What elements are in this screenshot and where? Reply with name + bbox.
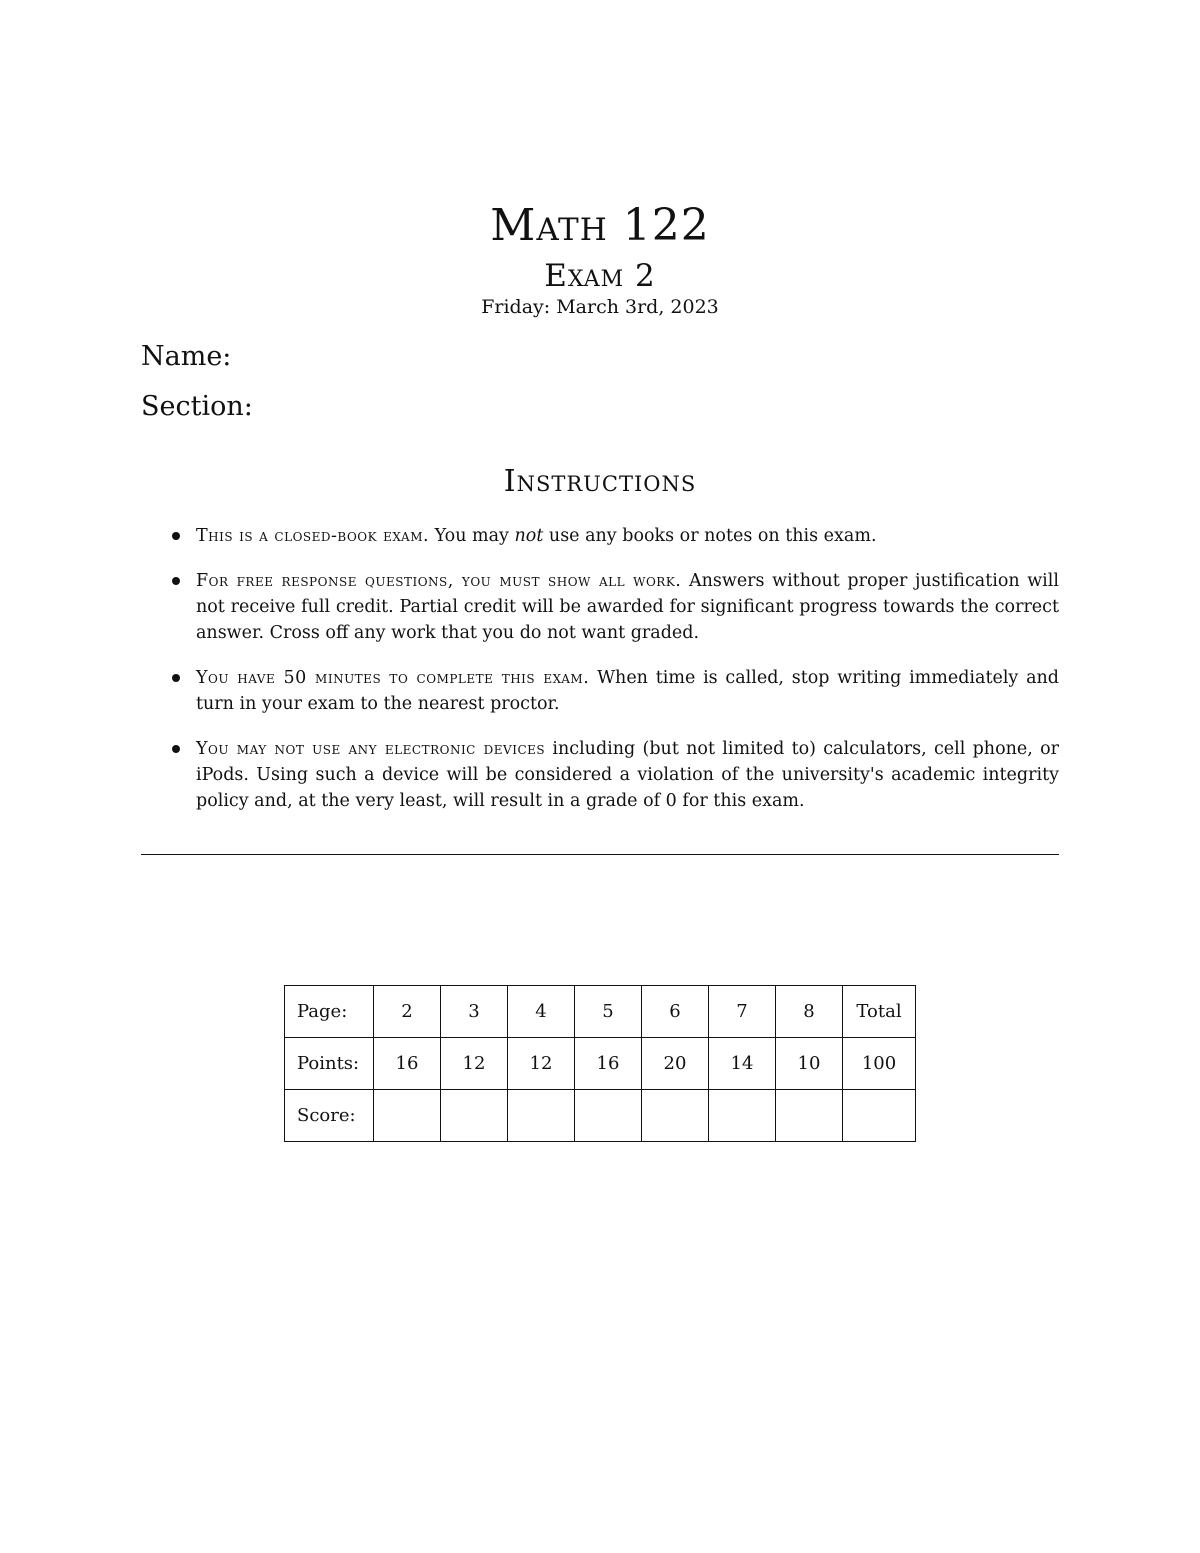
points-total-cell: 100 xyxy=(843,1038,916,1090)
instruction-lead: You have 50 minutes to complete this exam. xyxy=(196,668,590,688)
score-cell xyxy=(441,1090,508,1142)
score-cell xyxy=(709,1090,776,1142)
score-table xyxy=(284,985,916,1142)
score-cell xyxy=(508,1090,575,1142)
bullet-icon xyxy=(172,532,180,540)
points-cell: 12 xyxy=(508,1038,575,1090)
instruction-lead: This is a closed-book exam. xyxy=(196,526,430,546)
page-cell: 3 xyxy=(441,986,508,1038)
page-row-label: Page: xyxy=(285,986,374,1038)
bullet-icon xyxy=(172,674,180,682)
points-cell: 10 xyxy=(776,1038,843,1090)
section-field-label: Section: xyxy=(141,391,253,422)
page-cell: 6 xyxy=(642,986,709,1038)
instruction-text: When time is called, stop writing immediately and turn in your exam to the nearest proctor. xyxy=(196,668,1059,714)
page-cell: 2 xyxy=(374,986,441,1038)
points-cell: 14 xyxy=(709,1038,776,1090)
instruction-emphasis: not xyxy=(514,526,544,546)
horizontal-divider xyxy=(141,854,1059,855)
points-cell: 12 xyxy=(441,1038,508,1090)
points-cell: 16 xyxy=(575,1038,642,1090)
bullet-icon xyxy=(172,745,180,753)
score-row xyxy=(285,1090,916,1142)
score-cell xyxy=(776,1090,843,1142)
points-row-label: Points: xyxy=(285,1038,374,1090)
page-cell: 8 xyxy=(776,986,843,1038)
exam-title: Exam 2 xyxy=(544,258,656,294)
score-row-label: Score: xyxy=(285,1090,374,1142)
points-cell: 16 xyxy=(374,1038,441,1090)
score-cell xyxy=(374,1090,441,1142)
instruction-item xyxy=(172,665,1059,717)
points-cell: 20 xyxy=(642,1038,709,1090)
instruction-lead: For free response questions, you must show all work. xyxy=(196,571,682,591)
score-cell xyxy=(642,1090,709,1142)
instruction-text-end: use any books or notes on this exam. xyxy=(543,526,877,546)
instructions-list xyxy=(172,523,1059,833)
page-cell: 4 xyxy=(508,986,575,1038)
page-total-cell: Total xyxy=(843,986,916,1038)
course-title: Math 122 xyxy=(490,200,710,251)
points-row xyxy=(285,1038,916,1090)
instruction-lead: You may not use any electronic devices xyxy=(196,739,546,759)
exam-date: Friday: March 3rd, 2023 xyxy=(481,296,719,318)
page-cell: 7 xyxy=(709,986,776,1038)
bullet-icon xyxy=(172,577,180,585)
instruction-text: including (but not limited to) calculators, cell phone, or iPods. Using such a device will be considered a violation of the university's academic integrity policy and, at the very least, will result in a grade of 0 for this exam. xyxy=(196,739,1060,811)
instruction-text: You may xyxy=(429,526,515,546)
instructions-heading: Instructions xyxy=(503,464,697,499)
instruction-item xyxy=(172,568,1059,646)
instruction-item xyxy=(172,736,1059,814)
instruction-item xyxy=(172,523,1059,549)
score-total-cell xyxy=(843,1090,916,1142)
name-field-label: Name: xyxy=(141,341,232,372)
instruction-text: Answers without proper justification will not receive full credit. Partial credit will be awarded for significant progress towards the correct answer. Cross off any work that you do not want graded. xyxy=(196,571,1059,643)
page-row xyxy=(285,986,916,1038)
score-cell xyxy=(575,1090,642,1142)
page-cell: 5 xyxy=(575,986,642,1038)
